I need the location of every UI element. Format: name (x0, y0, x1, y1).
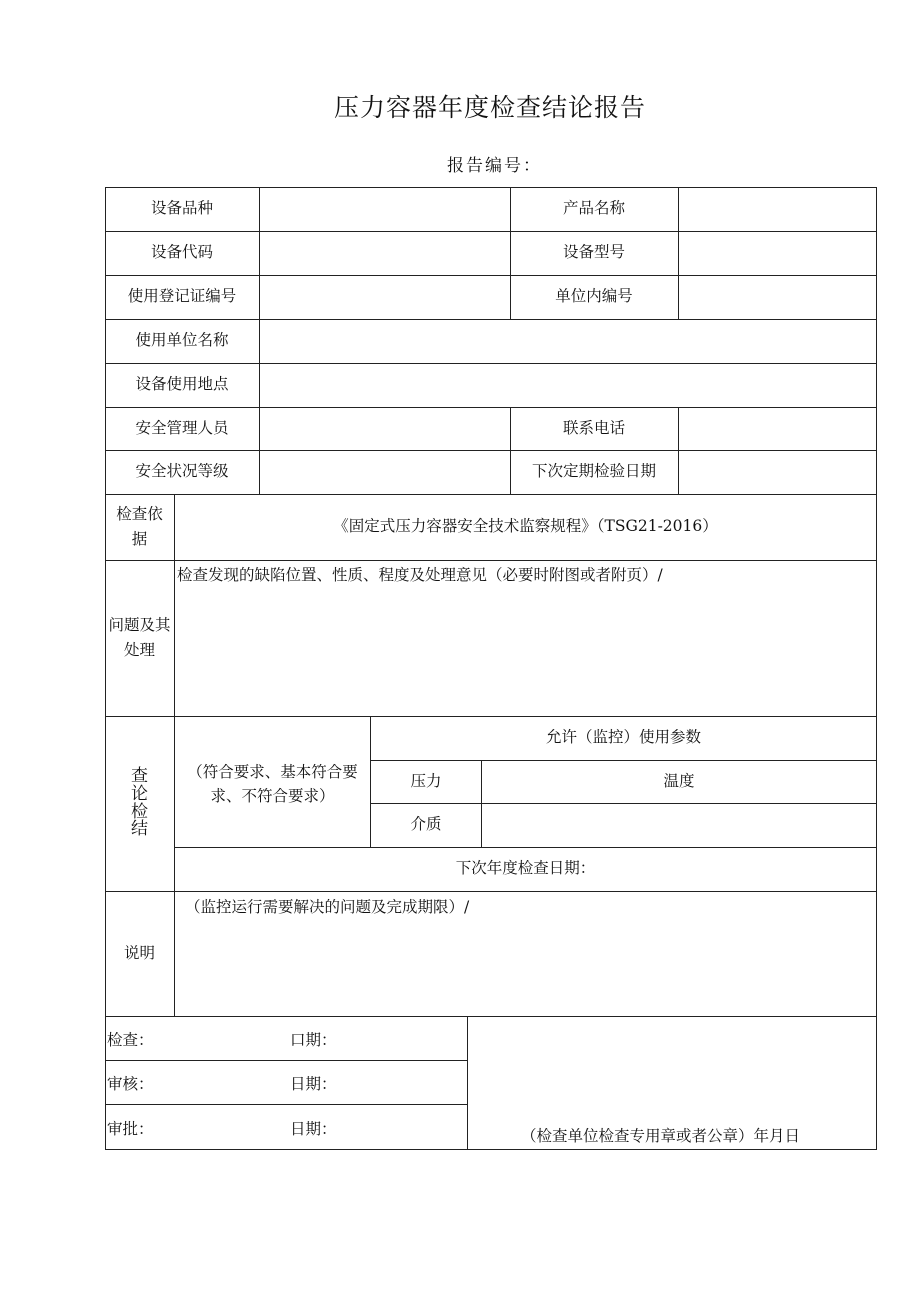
problems-label (105, 560, 174, 716)
internal-number-field[interactable] (679, 275, 876, 319)
location-label: 设备使用地点 (135, 375, 229, 394)
page-title: 压力容器年度检查结论报告 (333, 93, 646, 122)
problems-label-line1: 问题及其 (108, 616, 171, 635)
next-annual-inspection-label: 下次年度检查日期： (455, 859, 596, 878)
basis-label-line2: 据 (131, 530, 148, 548)
allowed-params-title: 允许（监控）使用参数 (545, 728, 701, 747)
conclusion-label-char1: 查 (131, 765, 148, 786)
equipment-model-field[interactable] (679, 231, 876, 275)
temperature-label: 温度 (663, 771, 695, 790)
internal-number-label: 单位内编号 (555, 287, 633, 306)
next-periodic-inspection-label: 下次定期检验日期 (531, 462, 656, 481)
phone-field[interactable] (679, 407, 876, 450)
divider (105, 891, 877, 892)
notes-label: 说明 (123, 943, 155, 962)
approve-date-label: 日期： (290, 1120, 337, 1138)
product-name-field[interactable] (679, 187, 876, 231)
conclusion-label-char2: 论 (131, 783, 148, 804)
equipment-code-label: 设备代码 (150, 243, 213, 262)
safety-grade-field[interactable] (260, 450, 510, 494)
user-unit-field[interactable] (260, 319, 876, 363)
report-form (105, 187, 877, 1150)
border-right (876, 187, 877, 1150)
divider (105, 1104, 467, 1105)
problems-label-line2: 处理 (123, 641, 155, 659)
notes-field[interactable] (175, 919, 876, 1015)
divider (467, 1016, 468, 1149)
problems-instruction: 检查发现的缺陷位置、性质、程度及处理意见（必要时附图或者附页）/ (177, 566, 663, 584)
equipment-model-label: 设备型号 (562, 243, 625, 262)
seal-text: （检查单位检查专用章或者公章）年月日 (521, 1127, 801, 1145)
divider (105, 1016, 877, 1017)
inspection-basis-text: 《固定式压力容器安全技术监察规程》（TSG21-2016） (333, 517, 718, 536)
equipment-type-field[interactable] (260, 187, 510, 231)
medium-field[interactable] (482, 803, 876, 847)
conclusion-label-char3: 检 (131, 801, 148, 822)
conclusion-options[interactable] (175, 716, 370, 847)
registration-cert-label: 使用登记证编号 (127, 287, 237, 306)
safety-grade-label: 安全状况等级 (135, 462, 229, 481)
conclusion-label-char4: 结 (131, 819, 148, 840)
basis-label-line1: 检查依 (116, 505, 163, 524)
conclusion-options-line1: （符合要求、基本符合要 (187, 763, 358, 781)
divider (105, 1060, 467, 1061)
user-unit-label: 使用单位名称 (135, 331, 229, 350)
pressure-label: 压力 (410, 771, 442, 790)
medium-label: 介质 (410, 815, 442, 834)
inspection-basis-label (105, 494, 174, 560)
problems-field[interactable] (175, 587, 876, 715)
equipment-type-label: 设备品种 (150, 199, 213, 218)
registration-cert-field[interactable] (260, 275, 510, 319)
report-number-label: 报告编号： (447, 156, 542, 176)
check-label: 检查： (107, 1031, 154, 1049)
phone-label: 联系电话 (562, 418, 625, 437)
check-date-label: 口期： (290, 1031, 337, 1049)
conclusion-options-line2: 求、不符合要求） (210, 787, 335, 806)
next-periodic-inspection-field[interactable] (679, 450, 876, 494)
safety-manager-field[interactable] (260, 407, 510, 450)
location-field[interactable] (260, 363, 876, 407)
border-bottom (105, 1149, 877, 1150)
review-date-label: 日期： (290, 1075, 337, 1093)
conclusion-label (105, 716, 174, 891)
divider (105, 560, 877, 561)
product-name-label: 产品名称 (562, 199, 625, 218)
notes-instruction: （监控运行需要解决的问题及完成期限）/ (185, 898, 470, 916)
approve-label: 审批： (107, 1120, 154, 1138)
safety-manager-label: 安全管理人员 (135, 418, 229, 437)
review-label: 审核： (107, 1075, 154, 1093)
equipment-code-field[interactable] (260, 231, 510, 275)
